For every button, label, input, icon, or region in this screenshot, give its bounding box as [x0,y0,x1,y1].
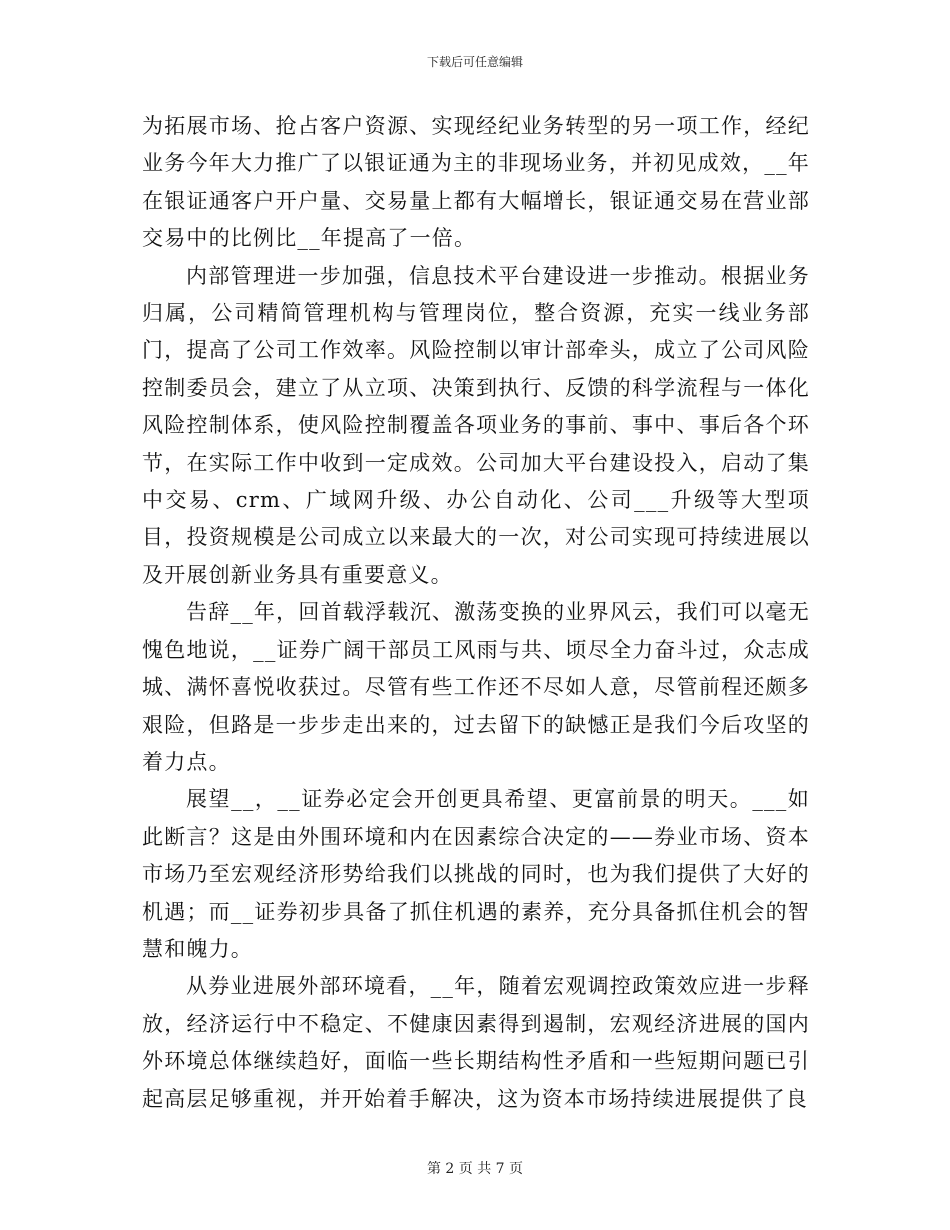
paragraph-external-environment: 从券业进展外部环境看，__年，随着宏观调控政策效应进一步释放，经济运行中不稳定、不健康因素得到遏制，宏观经济进展的国内外环境总体继续趋好，面临一些长期结构性矛盾和一些短期问题已引起高层足够重视，并开始着手解决，这为资本市场持续进展提供了良 [142,974,810,1111]
paragraph-internal-management: 内部管理进一步加强，信息技术平台建设进一步推动。根据业务归属，公司精简管理机构与管理岗位，整合资源，充实一线业务部门，提高了公司工作效率。风险控制以审计部牵头，成立了公司风险控制委员会，建立了从立项、决策到执行、反馈的科学流程与一体化风险控制体系，使风险控制覆盖各项业务的事前、事中、事后各个环节，在实际工作中收到一定成效。公司加大平台建设投入，启动了集中交易、crm、广域网升级、办公自动化、公司___升级等大型项目，投资规模是公司成立以来最大的一次，对公司实现可持续进展以及开展创新业务具有重要意义。 [142,263,810,587]
page-header-note: 下载后可任意编辑 [426,55,523,69]
document-body [142,108,810,1118]
paragraph-outlook: 展望__，__证券必定会开创更具希望、更富前景的明天。___如此断言？这是由外围环境和内在因素综合决定的——券业市场、资本市场乃至宏观经济形势给我们以挑战的同时，也为我们提供了大好的机遇；而__证券初步具备了抓住机遇的素养，充分具备抓住机会的智慧和魄力。 [142,787,810,961]
paragraph-farewell: 告辞__年，回首载浮载沉、激荡变换的业界风云，我们可以毫无愧色地说，__证券广阔干部员工风雨与共、顷尽全力奋斗过，众志成城、满怀喜悦收获过。尽管有些工作还不尽如人意，尽管前程还颇多艰险，但路是一步步走出来的，过去留下的缺憾正是我们今后攻坚的着力点。 [142,600,810,774]
paragraph-1-continuation: 为拓展市场、抢占客户资源、实现经纪业务转型的另一项工作，经纪业务今年大力推广了以银证通为主的非现场业务，并初见成效，__年在银证通客户开户量、交易量上都有大幅增长，银证通交易在营业部交易中的比例比__年提高了一倍。 [142,114,810,251]
page-number: 第 2 页 共 7 页 [426,1161,524,1177]
